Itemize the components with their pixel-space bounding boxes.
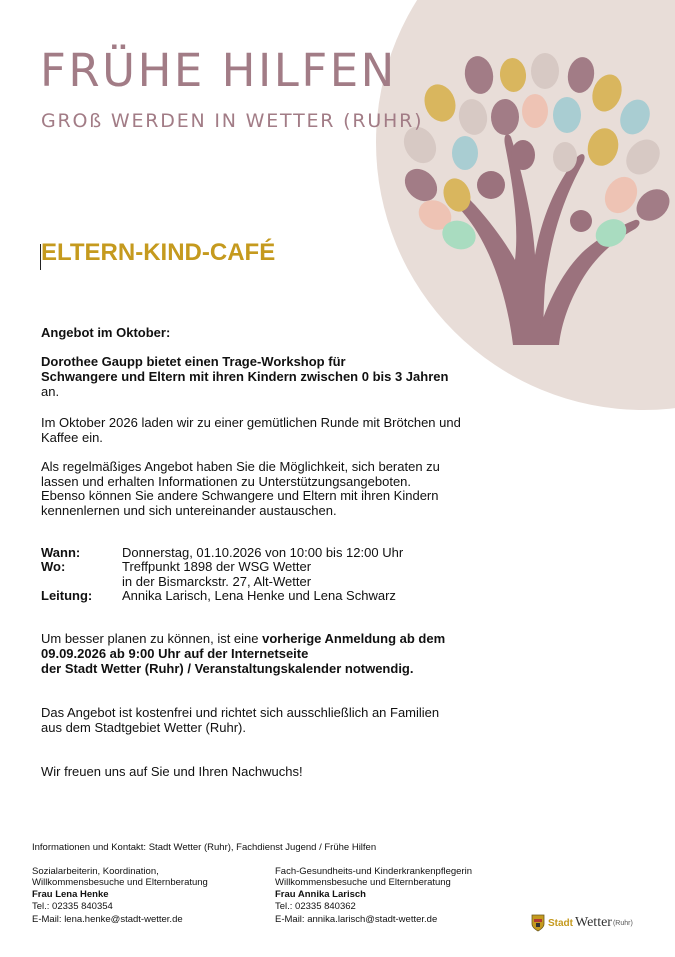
- brand-title: FRÜHE HILFEN: [40, 44, 397, 97]
- contact-left-role-1: Sozialarbeiterin, Koordination,: [32, 866, 159, 877]
- contact-left-phone: Tel.: 02335 840354: [32, 901, 113, 912]
- coat-of-arms-icon: [531, 914, 545, 932]
- brand-subtitle: GROß WERDEN IN WETTER (RUHR): [41, 110, 424, 132]
- contact-right-name: Frau Annika Larisch: [275, 889, 366, 900]
- contact-right-role-2: Willkommensbesuche und Elternberatung: [275, 877, 451, 888]
- contact-right-email[interactable]: E-Mail: annika.larisch@stadt-wetter.de: [275, 914, 438, 925]
- stadt-wetter-logo: [531, 912, 633, 934]
- where-label: Wo:: [41, 559, 66, 574]
- where-value-1: Treffpunkt 1898 der WSG Wetter: [122, 559, 312, 574]
- figure-head-left: [477, 171, 505, 199]
- regular-line-3: Ebenso können Sie andere Schwangere und Eltern mit ihren Kindern: [41, 488, 439, 503]
- logo-ruhr-text: (Ruhr): [612, 919, 633, 927]
- logo-wetter-text: Wetter: [575, 915, 612, 930]
- registration-line-3: der Stadt Wetter (Ruhr) / Veranstaltungskalender notwendig.: [41, 661, 414, 676]
- contact-right-phone: Tel.: 02335 840362: [275, 901, 356, 912]
- footer-info: Informationen und Kontakt: Stadt Wetter (Ruhr), Fachdienst Jugend / Frühe Hilfen: [32, 842, 377, 853]
- contact-left-name: Frau Lena Henke: [32, 889, 109, 900]
- contact-right-role-1: Fach-Gesundheits-und Kinderkrankenpflegerin: [275, 866, 472, 877]
- contact-left-role-2: Willkommensbesuche und Elternberatung: [32, 877, 208, 888]
- closing-line: Wir freuen uns auf Sie und Ihren Nachwuchs!: [41, 764, 303, 779]
- offer-line-3: an.: [41, 384, 60, 399]
- registration-line-2: 09.09.2026 ab 9:00 Uhr auf der Internetseite: [41, 646, 309, 661]
- regular-line-2: lassen und erhalten Informationen zu Unterstützungsangeboten.: [41, 474, 412, 489]
- figure-head-right: [570, 210, 592, 232]
- when-value: Donnerstag, 01.10.2026 von 10:00 bis 12:00 Uhr: [122, 545, 404, 560]
- regular-line-1: Als regelmäßiges Angebot haben Sie die Möglichkeit, sich beraten zu: [41, 459, 440, 474]
- free-line-2: aus dem Stadtgebiet Wetter (Ruhr).: [41, 720, 246, 735]
- when-label: Wann:: [41, 545, 81, 560]
- contact-left-email[interactable]: E-Mail: lena.henke@stadt-wetter.de: [32, 914, 183, 925]
- offer-heading: Angebot im Oktober:: [41, 325, 171, 340]
- registration-line-1: Um besser planen zu können, ist eine vorherige Anmeldung ab dem: [41, 631, 446, 646]
- free-line-1: Das Angebot ist kostenfrei und richtet sich ausschließlich an Familien: [41, 705, 440, 720]
- offer-line-1: Dorothee Gaupp bietet einen Trage-Workshop für: [41, 354, 346, 369]
- regular-line-4: kennenlernen und sich untereinander austauschen.: [41, 503, 337, 518]
- lead-label: Leitung:: [41, 588, 93, 603]
- lead-value: Annika Larisch, Lena Henke und Lena Schwarz: [122, 588, 396, 603]
- page-title: ELTERN-KIND-CAFÉ: [41, 239, 276, 266]
- logo-stadt-text: Stadt: [548, 917, 573, 929]
- invite-line-2: Kaffee ein.: [41, 430, 103, 445]
- invite-line-1: Im Oktober 2026 laden wir zu einer gemütlichen Runde mit Brötchen und: [41, 415, 461, 430]
- offer-line-2: Schwangere und Eltern mit ihren Kindern zwischen 0 bis 3 Jahren: [41, 369, 449, 384]
- tree-family-logo-icon: [395, 45, 675, 365]
- where-value-2: in der Bismarckstr. 27, Alt-Wetter: [122, 574, 312, 589]
